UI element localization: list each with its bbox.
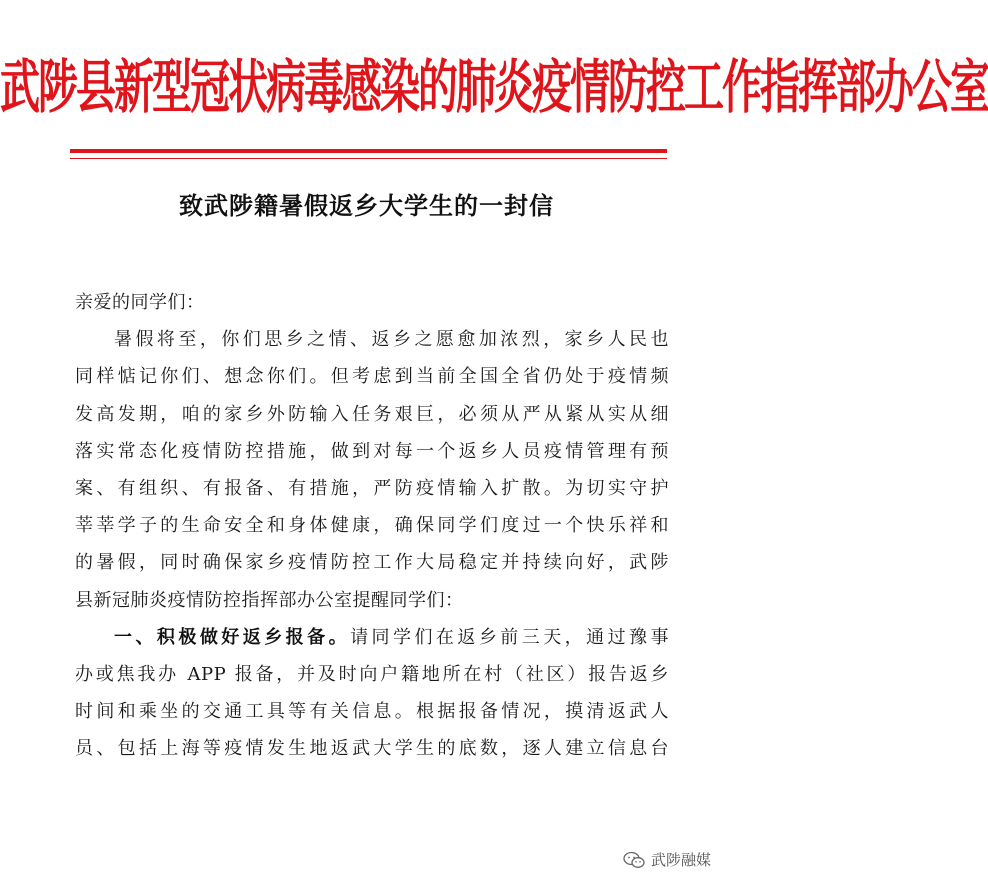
item1-first-line: [75, 619, 669, 656]
header-rule-thick: [70, 149, 667, 153]
watermark: [623, 849, 711, 870]
document-title: 致武陟籍暑假返乡大学生的一封信: [179, 191, 554, 220]
paragraph-line: 的暑假，同时确保家乡疫情防控工作大局稳定并持续向好，武陟: [75, 552, 669, 574]
paragraph-line: 落实常态化疫情防控措施，做到对每一个返乡人员疫情管理有预: [75, 440, 669, 462]
paragraph-line: 发高发期，咱的家乡外防输入任务艰巨，必须从严从紧从实从细: [75, 403, 669, 425]
paragraph-line: 同样惦记你们、想念你们。但考虑到当前全国全省仍处于疫情频: [75, 366, 669, 388]
header-rule-thin: [70, 158, 667, 159]
paragraph-line: 时间和乘坐的交通工具等有关信息。根据报备情况，摸清返武人: [75, 701, 669, 723]
paragraph-line: 案、有组织、有报备、有措施，严防疫情输入扩散。为切实守护: [75, 477, 669, 499]
item1-heading: 一、积极做好返乡报备。: [114, 626, 351, 648]
salutation: 亲爱的同学们：: [75, 292, 205, 313]
item1-first-line-text: 请同学们在返乡前三天，通过豫事: [350, 626, 670, 648]
paragraph-line: 办或焦我办 APP 报备，并及时向户籍地所在村（社区）报告返乡: [75, 663, 669, 685]
paragraph-line: 员、包括上海等疫情发生地返武大学生的底数，逐人建立信息台: [75, 738, 669, 760]
wechat-icon: [623, 851, 645, 869]
watermark-label: 武陟融媒: [650, 851, 711, 869]
letter-body: [75, 284, 669, 767]
paragraph-line: 莘莘学子的生命安全和身体健康，确保同学们度过一个快乐祥和: [75, 515, 669, 537]
issuer-header: 武陟县新型冠状病毒感染的肺炎疫情防控工作指挥部办公室: [0, 54, 988, 122]
paragraph-line: 暑假将至，你们思乡之情、返乡之愿愈加浓烈，家乡人民也: [114, 329, 669, 351]
paragraph-line: 县新冠肺炎疫情防控指挥部办公室提醒同学们：: [75, 589, 464, 611]
